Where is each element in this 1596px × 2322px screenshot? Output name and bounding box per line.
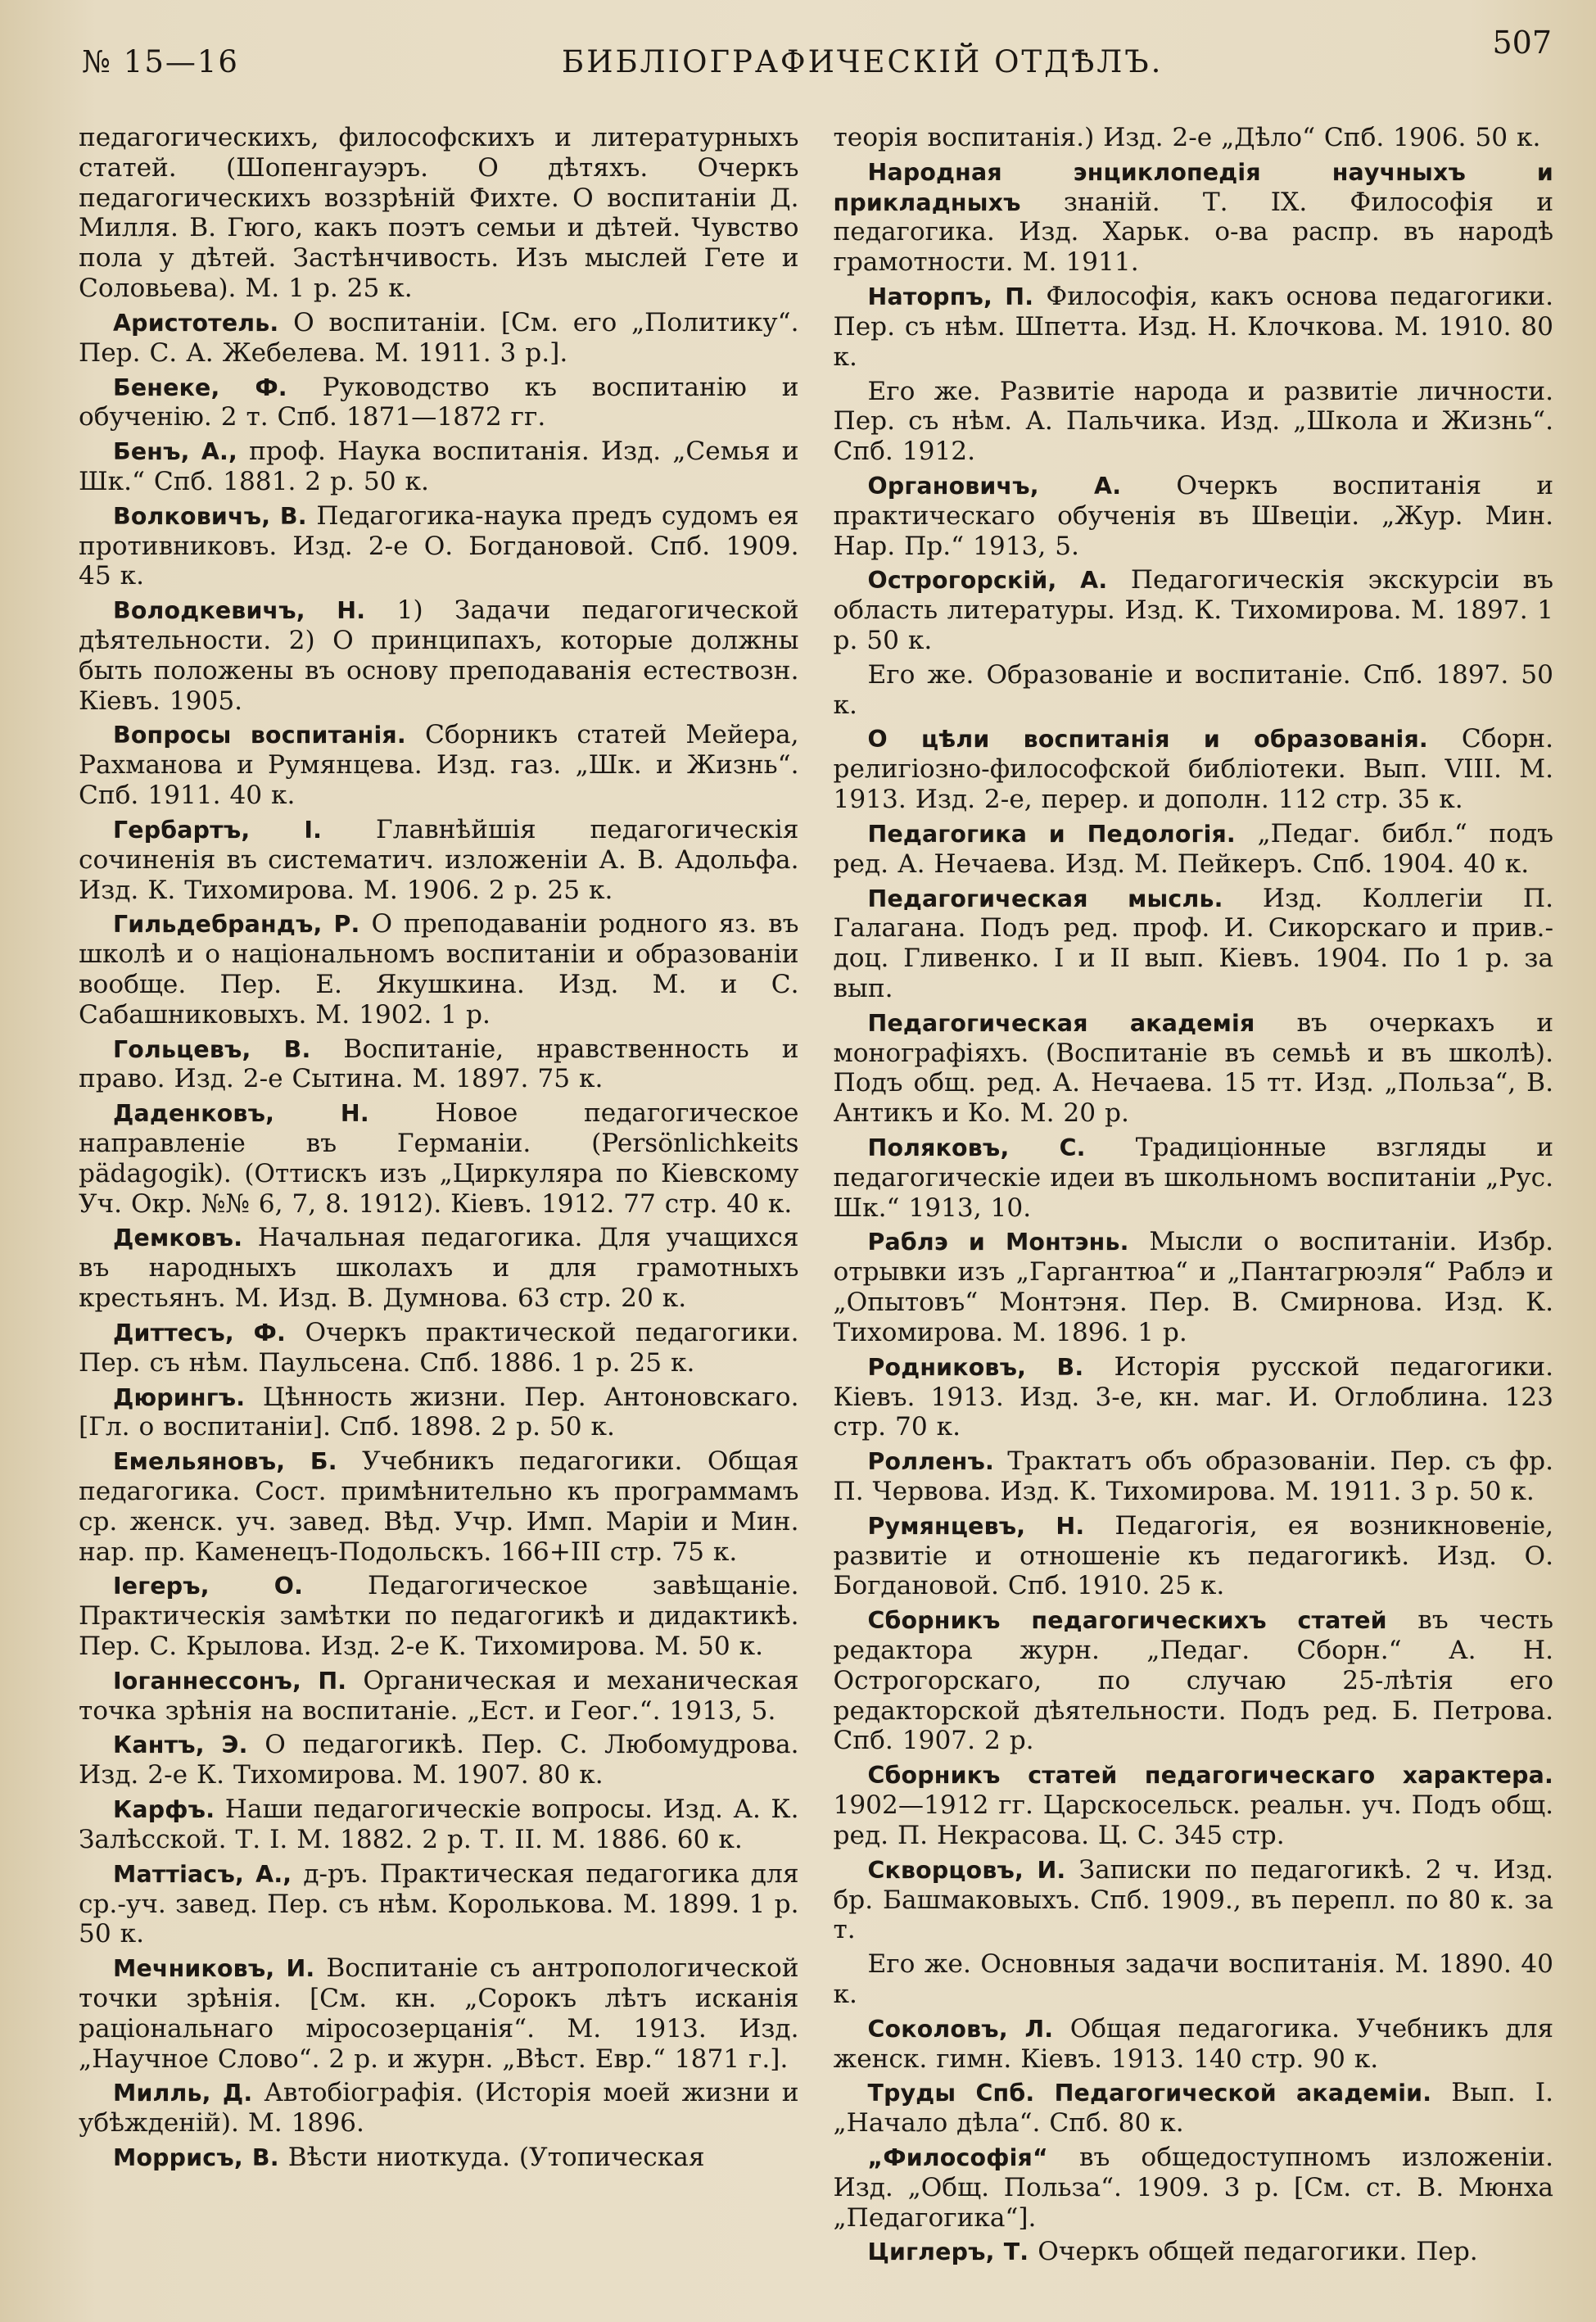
bibliography-entry: [834, 2078, 1554, 2139]
entry-text: Автобіографія. (Исторія моей жизни и убѣжденій). М. 1896.: [79, 2078, 799, 2139]
bibliography-entry: [79, 308, 799, 369]
bibliography-entry: [834, 1133, 1554, 1223]
entry-author: Даденковъ, Н.: [113, 1100, 369, 1128]
entry-author: Демковъ.: [113, 1224, 243, 1252]
bibliography-entry: [79, 1098, 799, 1219]
entry-text: Воспитаніе, нравственность и право. Изд. 2-е Сытина. М. 1897. 75 к.: [79, 1034, 799, 1094]
entry-author: „Философія“: [867, 2144, 1048, 2171]
bibliography-entry: [834, 1446, 1554, 1507]
entry-text: Мысли о воспитаніи. Избр. отрывки изъ „Гаргантюа“ и „Пантагрюэля“ Раблэ и „Опытовъ“ Монтэня. Пер. В. Смирнова. Изд. К. Тихомирова. М. 1896. 1 р.: [833, 1227, 1553, 1347]
entry-text: Его же. Основныя задачи воспитанія. М. 1890. 40 к.: [833, 1949, 1553, 2009]
entry-text: „Педаг. библ.“ подъ ред. А. Нечаева. Изд. М. Пейкеръ. Спб. 1904. 40 к.: [833, 818, 1553, 879]
bibliography-entry: [79, 1446, 799, 1567]
entry-text: Руководство къ воспитанію и обученію. 2 т. Спб. 1871—1872 гг.: [79, 372, 799, 432]
entry-text: 1) Задачи педагогической дѣятельности. 2) О принципахъ, которые должны быть положены въ основу преподаванія естествозн. Кіевъ. 1905.: [79, 595, 799, 716]
entry-author: Гильдебрандъ, Р.: [113, 911, 360, 939]
bibliography-entry: [834, 123, 1554, 153]
entry-text: Изд. Коллегіи П. Галагана. Подъ ред. проф. И. Сикорскаго и прив.-доц. Гливенко. I и II вып. Кіевъ. 1904. По 1 р. за вып.: [833, 883, 1553, 1003]
entry-author: Ролленъ.: [867, 1448, 994, 1476]
entry-text: въ очеркахъ и монографіяхъ. (Воспитаніе въ семьѣ и въ школѣ). Подъ общ. ред. А. Нечаева. 15 тт. Изд. „Польза“, В. Антикъ и Ко. М. 20 р.: [833, 1007, 1553, 1129]
entry-text: въ честь редактора журн. „Педаг. Сборн.“ А. Н. Острогорскаго, по случаю 25-лѣтія его редакторской дѣятельности. Подъ ред. Б. Петрова. Спб. 1907. 2 р.: [833, 1605, 1553, 1756]
page-header: [79, 25, 1553, 123]
bibliography-entry: [79, 909, 799, 1030]
entry-text: Его же. Развитіе народа и развитіе личности. Пер. съ нѣм. А. Пальчика. Изд. „Школа и Жизнь“. Спб. 1912.: [833, 376, 1553, 467]
entry-author: Карфъ.: [113, 1796, 215, 1824]
entry-text: Новое педагогическое направленіе въ Германіи. (Persönlichkeits pädagogik). (Оттискъ изъ „Циркуляра по Кіевскому Уч. Окр. №№ 6, 7, 8. 1912). Кіевъ. 1912. 77 стр. 40 к.: [79, 1098, 799, 1219]
entry-author: Іегеръ, О.: [113, 1573, 304, 1600]
bibliography-entry: [834, 157, 1554, 278]
entry-author: Бенеке, Ф.: [113, 373, 287, 401]
bibliography-entry: [834, 2014, 1554, 2075]
entry-author: Милль, Д.: [113, 2080, 253, 2107]
entry-author: Сборникъ статей педагогическаго характера.: [867, 1762, 1553, 1790]
bibliography-entry: [834, 1511, 1554, 1601]
entry-author: Скворцовъ, И.: [867, 1856, 1066, 1884]
entry-text: Воспитаніе съ антропологической точки зрѣнія. [См. кн. „Сорокъ лѣтъ исканія раціональнаго міросозерцанія“. М. 1913. Изд. „Научное Слово“. 2 р. и журн. „Вѣст. Евр.“ 1871 г.].: [79, 1953, 799, 2074]
bibliography-entry: [79, 1223, 799, 1313]
entry-author: Моррисъ, В.: [113, 2144, 279, 2171]
bibliography-entry: [834, 1227, 1554, 1347]
entry-text: О педагогикѣ. Пер. С. Любомудрова. Изд. 2-е К. Тихомирова. М. 1907. 80 к.: [79, 1730, 799, 1790]
issue-number: № 15—16: [82, 44, 239, 79]
entry-text: Органическая и механическая точка зрѣнія на воспитаніе. „Ест. и Геог.“. 1913, 5.: [79, 1665, 799, 1726]
entry-text: Педагогическое завѣщаніе. Практическія замѣтки по педагогикѣ и дидактикѣ. Пер. С. Крылова. Изд. 2-е К. Тихомирова. М. 50 к.: [79, 1571, 799, 1661]
entry-author: О цѣли воспитанія и образованія.: [867, 726, 1428, 754]
entry-author: Труды Спб. Педагогической академіи.: [867, 2080, 1432, 2107]
entry-text: теорія воспитанія.) Изд. 2-е „Дѣло“ Спб. 1906. 50 к.: [833, 123, 1541, 152]
bibliography-entry: [834, 1760, 1554, 1850]
entry-text: Очеркъ практической педагогики. Пер. съ нѣм. Паульсена. Спб. 1886. 1 р. 25 к.: [79, 1317, 799, 1378]
entry-text: О преподаваніи родного яз. въ школѣ и о національномъ воспитаніи и образованіи вообще. Пер. Е. Якушкина. Изд. М. и С. Сабашниковыхъ. М. 1902. 1 р.: [79, 909, 799, 1030]
entry-author: Іоганнессонъ, П.: [113, 1667, 347, 1695]
entry-text: Вѣсти ниоткуда. (Утопическая: [287, 2143, 705, 2172]
bibliography-entry: [79, 595, 799, 716]
bibliography-entry: [79, 1383, 799, 1443]
bibliography-entry: [79, 1795, 799, 1855]
entry-author: Румянцевъ, Н.: [867, 1512, 1085, 1540]
entry-author: Педагогическая мысль.: [867, 885, 1223, 912]
entry-text: О воспитаніи. [См. его „Политику“. Пер. С. А. Жебелева. М. 1911. 3 р.].: [79, 307, 799, 368]
bibliography-entry: [79, 123, 799, 304]
bibliography-entry: [834, 2143, 1554, 2233]
entry-author: Острогорскій, А.: [867, 567, 1108, 595]
entry-text: Сборникъ статей Мейера, Рахманова и Румянцева. Изд. газ. „Шк. и Жизнь“. Спб. 1911. 40 к.: [79, 720, 799, 811]
entry-text: Педагогика-наука предъ судомъ ея противниковъ. Изд. 2-е О. Богдановой. Спб. 1909. 45 к.: [79, 500, 799, 591]
bibliography-entry: [834, 819, 1554, 880]
entry-text: Цѣнность жизни. Пер. Антоновскаго. [Гл. о воспитаніи]. Спб. 1898. 2 р. 50 к.: [79, 1382, 799, 1442]
entry-text: Исторія русской педагогики. Кіевъ. 1913. Изд. 3-е, кн. маг. И. Оглоблина. 123 стр. 70 к.: [833, 1351, 1553, 1442]
entry-text: Философія, какъ основа педагогики. Пер. съ нѣм. Шпетта. Изд. Н. Клочкова. М. 1910. 80 к.: [833, 282, 1553, 372]
entry-author: Циглеръ, Т.: [867, 2238, 1029, 2266]
bibliography-entry: [834, 1949, 1554, 2010]
bibliography-entry: [834, 471, 1554, 561]
bibliography-entry: [834, 282, 1554, 372]
entry-author: Педагогическая академія: [867, 1009, 1255, 1037]
bibliography-entry: [834, 2237, 1554, 2267]
entry-text: Традиціонные взгляды и педагогическіе идеи въ школьномъ воспитаніи „Рус. Шк.“ 1913, 10.: [833, 1133, 1553, 1223]
entry-text: Очеркъ воспитанія и практическаго обученія въ Швеціи. „Жур. Мин. Нар. Пр.“ 1913, 5.: [833, 470, 1553, 561]
right-column: [834, 123, 1554, 2302]
page-number: 507: [1492, 25, 1552, 61]
entry-author: Вопросы воспитанія.: [113, 722, 406, 749]
bibliography-entry: [79, 1571, 799, 1661]
text-columns: [79, 123, 1553, 2302]
entry-author: Органовичъ, А.: [867, 472, 1122, 500]
entry-author: Бенъ, А.,: [113, 438, 237, 466]
entry-author: Володкевичъ, Н.: [113, 597, 366, 625]
entry-author: Гольцевъ, В.: [113, 1035, 311, 1063]
entry-author: Соколовъ, Л.: [867, 2015, 1054, 2043]
entry-author: Сборникъ педагогическихъ статей: [867, 1607, 1387, 1635]
entry-author: Народная энциклопедія научныхъ и прикладныхъ: [833, 158, 1553, 216]
bibliography-entry: [79, 501, 799, 591]
entry-text: Трактатъ объ образованіи. Пер. съ фр. П. Червова. Изд. К. Тихомирова. М. 1911. 3 р. 50 к.: [833, 1446, 1553, 1506]
entry-author: Волковичъ, В.: [113, 502, 307, 530]
entry-text: Записки по педагогикѣ. 2 ч. Изд. бр. Башмаковыхъ. Спб. 1909., въ перепл. по 80 к. за т.: [833, 1854, 1553, 1945]
entry-author: Емельяновъ, Б.: [113, 1448, 337, 1476]
entry-author: Аристотель.: [113, 309, 279, 337]
bibliography-entry: [834, 1352, 1554, 1442]
entry-text: въ общедоступномъ изложеніи. Изд. „Общ. Польза“. 1909. 3 р. [См. ст. В. Мюнха „Педагогика“].: [833, 2143, 1553, 2233]
bibliography-entry: [834, 1008, 1554, 1129]
entry-text: Главнѣйшія педагогическія сочиненія въ систематич. изложеніи А. В. Адольфа. Изд. К. Тихомирова. М. 1906. 2 р. 25 к.: [79, 814, 799, 905]
entry-author: Мечниковъ, И.: [113, 1955, 315, 1983]
entry-text: Педагогическія экскурсіи въ область литературы. Изд. К. Тихомирова. М. 1897. 1 р. 50 к.: [833, 565, 1553, 655]
entry-text: Его же. Образованіе и воспитаніе. Спб. 1897. 50 к.: [833, 659, 1553, 720]
entry-text: знаній. Т. IX. Философія и педагогика. Изд. Харьк. о-ва распр. въ народѣ грамотности. М. 1911.: [833, 187, 1553, 278]
entry-author: Кантъ, Э.: [113, 1731, 248, 1759]
bibliography-entry: [79, 1859, 799, 1949]
entry-text: педагогическихъ, философскихъ и литературныхъ статей. (Шопенгауэръ. О дѣтяхъ. Очеркъ педагогическихъ воззрѣній Фихте. О воспитаніи Д. Милля. В. Гюго, какъ поэтъ семьи и дѣтей. Чувство пола у дѣтей. Застѣнчивость. Изъ мыслей Гете и Соловьева). М. 1 р. 25 к.: [79, 123, 799, 304]
entry-author: Маттіасъ, А.,: [113, 1860, 292, 1888]
bibliography-entry: [79, 373, 799, 433]
bibliography-entry: [79, 1730, 799, 1790]
entry-author: Родниковъ, В.: [867, 1353, 1084, 1381]
entry-author: Гербартъ, I.: [113, 816, 323, 844]
entry-author: Наторпъ, П.: [867, 283, 1034, 311]
entry-text: 1902—1912 гг. Царскосельск. реальн. уч. Подъ общ. ред. П. Некрасова. Ц. С. 345 стр.: [833, 1790, 1553, 1850]
left-column: [79, 123, 799, 2302]
entry-text: Начальная педагогика. Для учащихся въ народныхъ школахъ и для грамотныхъ крестьянъ. М. Изд. В. Думнова. 63 стр. 20 к.: [79, 1223, 799, 1314]
entry-text: д-ръ. Практическая педагогика для ср.-уч. завед. Пер. съ нѣм. Королькова. М. 1899. 1 р. 50 к.: [79, 1858, 799, 1949]
entry-text: Вып. I. „Начало дѣла“. Спб. 80 к.: [833, 2078, 1553, 2139]
entry-text: Сборн. религіозно-философской библіотеки. Вып. VIII. М. 1913. Изд. 2-е, перер. и дополн. 112 стр. 35 к.: [833, 724, 1553, 815]
entry-author: Педагогика и Педологія.: [867, 820, 1236, 848]
entry-text: Педагогія, ея возникновеніе, развитіе и отношеніе къ педагогикѣ. Изд. О. Богдановой. Спб. 1910. 25 к.: [833, 1510, 1553, 1601]
entry-author: Дюрингъ.: [113, 1383, 246, 1411]
bibliography-entry: [834, 565, 1554, 655]
bibliography-entry: [79, 815, 799, 905]
bibliography-entry: [834, 377, 1554, 467]
bibliography-entry: [834, 660, 1554, 721]
entry-author: Раблэ и Монтэнь.: [867, 1229, 1129, 1256]
entry-text: Наши педагогическіе вопросы. Изд. А. К. Залѣсской. Т. I. М. 1882. 2 р. Т. II. М. 1886. 60 к.: [79, 1795, 799, 1854]
entry-text: Общая педагогика. Учебникъ для женск. гимн. Кіевъ. 1913. 140 стр. 90 к.: [833, 2013, 1553, 2074]
bibliography-entry: [79, 1666, 799, 1727]
entry-text: проф. Наука воспитанія. Изд. „Семья и Шк.“ Спб. 1881. 2 р. 50 к.: [79, 437, 799, 496]
bibliography-entry: [834, 1605, 1554, 1756]
bibliography-entry: [79, 1034, 799, 1095]
bibliography-entry: [79, 2143, 799, 2173]
bibliography-entry: [79, 437, 799, 497]
bibliography-entry: [834, 1855, 1554, 1945]
entry-author: Диттесъ, Ф.: [113, 1319, 286, 1347]
bibliography-entry: [834, 724, 1554, 814]
bibliography-entry: [79, 2078, 799, 2139]
bibliography-entry: [79, 1318, 799, 1378]
section-title: БИБЛІОГРАФИЧЕСКІЙ ОТДѢЛЪ.: [562, 44, 1164, 79]
entry-text: Учебникъ педагогики. Общая педагогика. Сост. примѣнительно къ программамъ ср. женск. уч. завед. Вѣд. Учр. Имп. Маріи и Мин. нар. пр. Каменецъ-Подольскъ. 166+III стр. 75 к.: [79, 1446, 799, 1567]
entry-author: Поляковъ, С.: [867, 1134, 1086, 1161]
bibliography-entry: [79, 720, 799, 810]
entry-text: Очеркъ общей педагогики. Пер.: [1038, 2237, 1478, 2267]
bibliography-entry: [834, 884, 1554, 1004]
bibliography-entry: [79, 1953, 799, 2074]
